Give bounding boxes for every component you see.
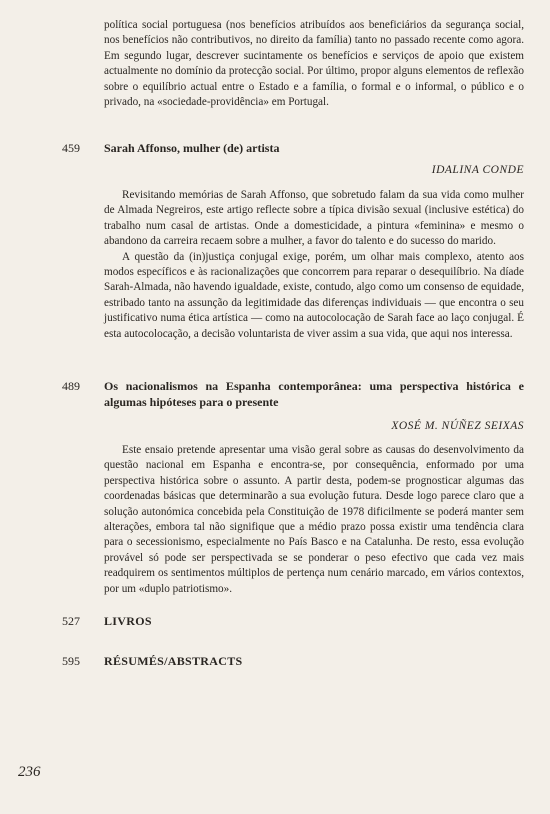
- entry-page-number: 489: [62, 379, 80, 393]
- page-number: 236: [18, 764, 41, 780]
- section-page-number: 527: [62, 614, 80, 628]
- abstract-paragraph: A questão da (in)justiça conjugal exige, porém, um olhar mais complexo, atento aos modos específicos e às racionalizações que concorrem para reparar o desequilíbrio. Na díade Sarah-Almada, não havendo igualdade, existe, contudo, algo como um consenso de equidade, estribado tanto na assunção da legitimidade das diferenças individuais — que encontra o seu justificativo numa ética artística — como na autocolocação de Sarah face ao laço conjugal. É esta autocolocação, a decisão voluntarista de viver assim a sua vida, que aqui nos interessa.: [104, 250, 524, 340]
- section-page-number: 595: [62, 654, 80, 668]
- entry-author: IDALINA CONDE: [431, 164, 524, 176]
- entry-page-number: 459: [62, 141, 80, 155]
- entry-title: Os nacionalismos na Espanha contemporânea: uma perspectiva histórica e algumas hipóteses para o presente: [104, 379, 524, 409]
- section-heading: [62, 613, 524, 629]
- entry-heading: [62, 140, 524, 156]
- entry-abstract: [104, 443, 524, 597]
- entry-abstract: [104, 188, 524, 342]
- entry-author: XOSÉ M. NÚÑEZ SEIXAS: [391, 420, 524, 432]
- section-label: LIVROS: [104, 614, 152, 628]
- abstract-paragraph: Revisitando memórias de Sarah Affonso, que sobretudo falam da sua vida como mulher de Almada Negreiros, este artigo reflecte sobre a típica divisão sexual (inclusive estética) do trabalho num casal de artistas. Onde a domesticidade, a pintura «feminina» e mesmo o abandono da carreira recaem sobre a mulher, a favor do talento e do sucesso do marido.: [104, 189, 524, 248]
- continuation-paragraph: política social portuguesa (nos benefícios atribuídos aos beneficiários da segurança social, nos benefícios não contributivos, no direito da família) tanto no passado recente como agora. Em segundo lugar, descrever sucintamente os benefícios e serviços de apoio que existem actualmente no domínio da protecção social. Por último, propor alguns elementos de reflexão sobre o equilíbrio actual entre o Estado e a família, o formal e o informal, o público e o privado, na «sociedade-providência» em Portugal.: [104, 19, 524, 109]
- abstract-paragraph: Este ensaio pretende apresentar uma visão geral sobre as causas do desenvolvimento da questão nacional em Espanha e encontra-se, por consequência, enformado por uma perspectiva histórica sobre o assunto. A partir desta, podem-se prognosticar algumas das coordenadas básicas que determinarão a sua evolução futura. Desde logo parece claro que a solução autonómica concebida pela Constituição de 1978 dificilmente se poderá manter sem alterações, embora tal não signifique que a médio prazo possa existir uma tendência clara para o secessionismo, especialmente no País Basco e na Catalunha. De resto, essa evolução provável só pode ser perspectivada se se ponderar o peso efectivo que cada vez mais readquirem os sentimentos múltiplos de pertença num cenário marcado, em vários contextos, por um «duplo patriotismo».: [104, 444, 524, 595]
- entry-heading: [62, 378, 524, 410]
- section-heading: [62, 653, 524, 669]
- section-label: RÉSUMÉS/ABSTRACTS: [104, 654, 243, 668]
- entry-title: Sarah Affonso, mulher (de) artista: [104, 141, 280, 155]
